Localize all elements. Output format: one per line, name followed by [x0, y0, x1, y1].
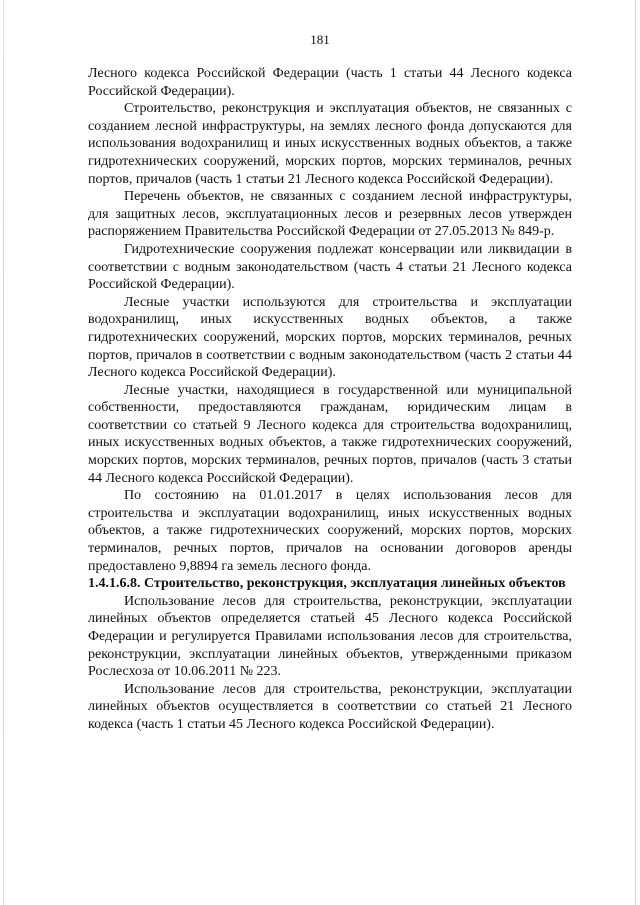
page-number: 181	[310, 32, 330, 47]
paragraph: Перечень объектов, не связанных с созданием лесной инфраструктуры, для защитных лесов, эксплуатационных лесов и резервных лесов утвержден распоряжением Правительства Российской Федерации от 27.05.2013 № 849-р.	[88, 189, 572, 240]
document-body	[88, 65, 572, 734]
paragraph: Строительство, реконструкция и эксплуатация объектов, не связанных с созданием лесной инфраструктуры, на землях лесного фонда допускаются для использования водохранилищ и иных искусственных водных объектов, а также гидротехнических сооружений, морских портов, морских терминалов, речных портов, причалов (часть 1 статьи 21 Лесного кодекса Российской Федерации).	[88, 101, 572, 187]
paragraph: Гидротехнические сооружения подлежат консервации или ликвидации в соответствии с водным законодательством (часть 4 статьи 21 Лесного кодекса Российской Федерации).	[88, 241, 572, 293]
paragraph: Использование лесов для строительства, реконструкции, эксплуатации линейных объектов осуществляется в соответствии со статьей 21 Лесного кодекса (часть 1 статьи 45 Лесного кодекса Российской Федерации).	[88, 681, 572, 732]
paragraph: По состоянию на 01.01.2017 в целях использования лесов для строительства и эксплуатации водохранилищ, иных искусственных водных объектов, а также гидротехнических сооружений, морских портов, морских терминалов, речных портов, причалов на основании договоров аренды предоставлено 9,8894 га земель лесного фонда.	[88, 488, 572, 574]
scan-edge-left	[3, 0, 4, 905]
paragraph: Лесные участки используются для строительства и эксплуатации водохранилищ, иных искусственных водных объектов, а также гидротехнических сооружений, морских портов, морских терминалов, речных портов, причалов в соответствии с водным законодательством (часть 2 статьи 44 Лесного кодекса Российской Федерации).	[88, 294, 572, 381]
paragraph-continuation: Лесного кодекса Российской Федерации (часть 1 статьи 44 Лесного кодекса Российской Федерации).	[88, 66, 572, 99]
scan-edge-right	[635, 0, 636, 905]
section-heading: 1.4.1.6.8. Строительство, реконструкция, эксплуатация линейных объектов	[88, 576, 566, 592]
paragraph: Лесные участки, находящиеся в государственной или муниципальной собственности, предоставляются гражданам, юридическим лицам в соответствии со статьей 9 Лесного кодекса для строительства водохранилищ, иных искусственных водных объектов, а также гидротехнических сооружений, морских портов, морских терминалов, речных портов, причалов (часть 3 статьи 44 Лесного кодекса Российской Федерации).	[88, 382, 572, 486]
paragraph: Использование лесов для строительства, реконструкции, эксплуатации линейных объектов определяется статьей 45 Лесного кодекса Российской Федерации и регулируется Правилами использования лесов для строительства, реконструкции, эксплуатации линейных объектов, утвержденными приказом Рослесхоза от 10.06.2011 № 223.	[88, 593, 572, 680]
